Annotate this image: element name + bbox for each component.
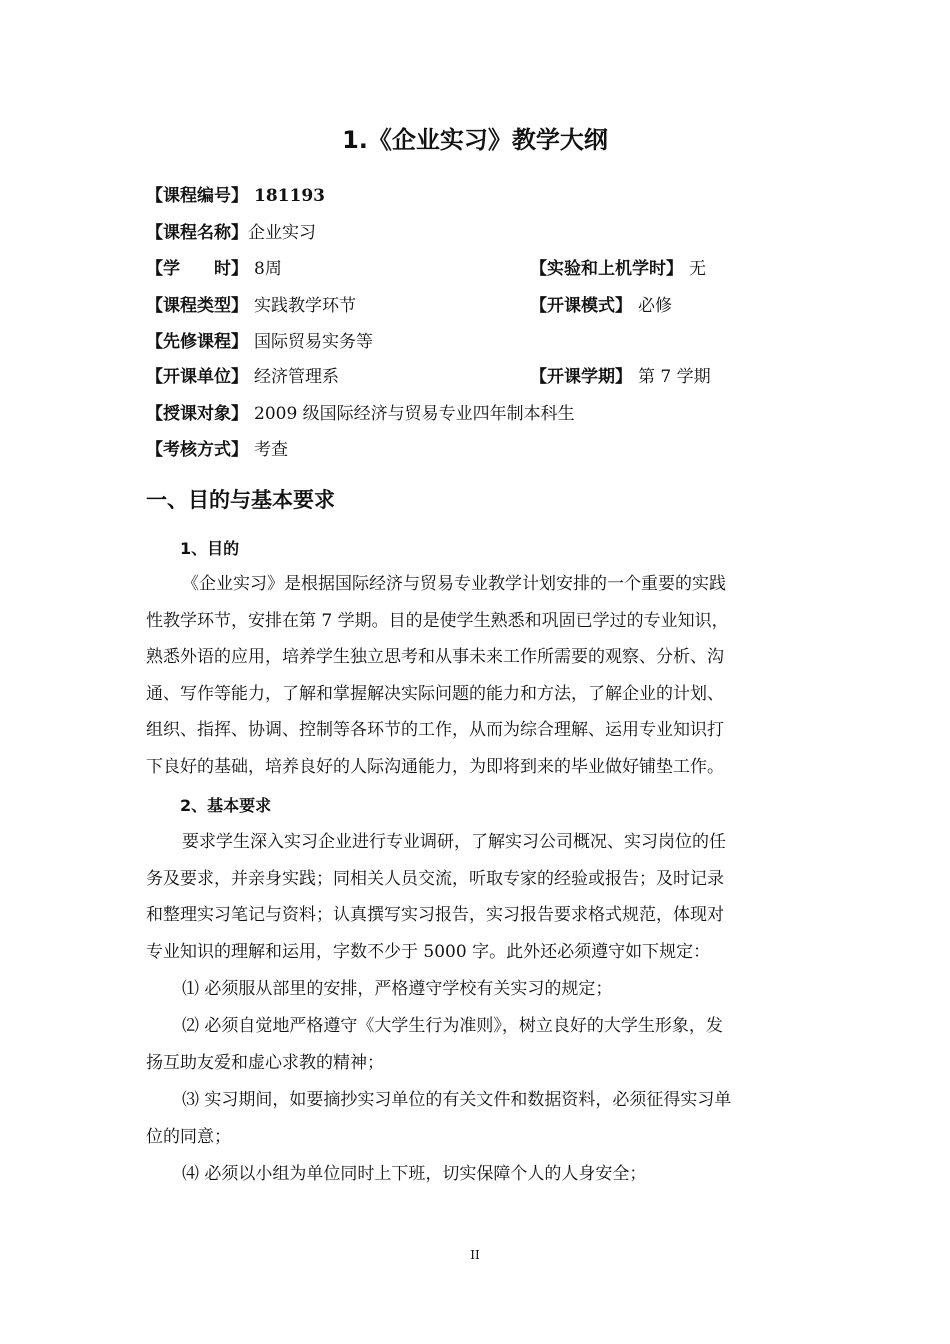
requirements-heading: 2、基本要求 <box>180 796 272 815</box>
paragraph-line: 下良好的基础，培养良好的人际沟通能力，为即将到来的毕业做好铺垫工作。 <box>146 756 724 777</box>
course-code-value: 181193 <box>254 186 325 206</box>
audience-row <box>146 396 575 432</box>
paragraph-line: 和整理实习笔记与资料；认真撰写实习报告，实习报告要求格式规范，体现对 <box>146 905 724 926</box>
rule-line: 扬互助友爱和虚心求教的精神； <box>146 1052 384 1073</box>
lab-hours-label: 【实验和上机学时】 <box>530 259 683 279</box>
lab-hours-row <box>530 251 706 287</box>
rule-line: ⑶ 实习期间，如要摘抄实习单位的有关文件和数据资料，必须征得实习单 <box>182 1090 732 1110</box>
assessment-label: 【考核方式】 <box>146 440 248 460</box>
unit-label: 【开课单位】 <box>146 367 248 387</box>
rule-4 <box>146 1156 808 1193</box>
prereq-row <box>146 324 373 360</box>
document-title: 1.《企业实习》教学大纲 <box>342 126 608 154</box>
rule-3 <box>146 1082 808 1155</box>
assessment-value: 考查 <box>254 440 288 460</box>
lab-hours-value: 无 <box>689 259 706 279</box>
course-name-value: 企业实习 <box>248 223 316 243</box>
course-code-label: 【课程编号】 <box>146 186 248 206</box>
paragraph-line: 专业知识的理解和运用，字数不少于 5000 字。此外还必须遵守如下规定： <box>146 941 711 962</box>
semester-label: 【开课学期】 <box>530 367 632 387</box>
rule-line: ⑵ 必须自觉地严格遵守《大学生行为准则》，树立良好的大学生形象，发 <box>182 1016 723 1036</box>
course-code-row <box>146 178 325 214</box>
requirements-paragraph <box>146 824 808 970</box>
paragraph-line: 《企业实习》是根据国际经济与贸易专业教学计划安排的一个重要的实践 <box>182 574 726 594</box>
prereq-value: 国际贸易实务等 <box>254 332 373 352</box>
purpose-paragraph <box>146 566 808 786</box>
paragraph-line: 性教学环节，安排在第 7 学期。目的是使学生熟悉和巩固已学过的专业知识， <box>146 610 729 631</box>
paragraph-line: 要求学生深入实习企业进行专业调研，了解实习公司概况、实习岗位的任 <box>182 832 726 852</box>
assessment-row <box>146 432 288 468</box>
course-type-row <box>146 288 356 324</box>
rule-line: 位的同意； <box>146 1126 231 1147</box>
page-number: II <box>470 1248 480 1262</box>
paragraph-line: 务及要求，并亲身实践；同相关人员交流，听取专家的经验或报告；及时记录 <box>146 868 724 889</box>
hours-label: 【学 时】 <box>146 259 248 279</box>
rule-1 <box>146 971 808 1008</box>
mode-label: 【开课模式】 <box>530 296 632 316</box>
hours-value: 8周 <box>254 259 282 279</box>
semester-row <box>530 359 711 395</box>
rule-2 <box>146 1008 808 1081</box>
mode-row <box>530 288 672 324</box>
prereq-label: 【先修课程】 <box>146 332 248 352</box>
semester-value: 第 7 学期 <box>638 367 711 387</box>
course-type-label: 【课程类型】 <box>146 296 248 316</box>
paragraph-line: 通、写作等能力，了解和掌握解决实际问题的能力和方法，了解企业的计划、 <box>146 683 724 704</box>
paragraph-line: 熟悉外语的应用，培养学生独立思考和从事未来工作所需要的观察、分析、沟 <box>146 647 724 668</box>
unit-row <box>146 359 339 395</box>
purpose-heading: 1、目的 <box>180 539 240 558</box>
rule-line: ⑷ 必须以小组为单位同时上下班，切实保障个人的人身安全； <box>182 1164 647 1184</box>
section-heading: 一、目的与基本要求 <box>146 488 335 512</box>
hours-row <box>146 251 282 287</box>
paragraph-line: 组织、指挥、协调、控制等各环节的工作，从而为综合理解、运用专业知识打 <box>146 720 724 741</box>
mode-value: 必修 <box>638 296 672 316</box>
audience-label: 【授课对象】 <box>146 404 248 424</box>
course-name-row <box>146 215 316 251</box>
course-type-value: 实践教学环节 <box>254 296 356 316</box>
course-name-label: 【课程名称】 <box>146 223 248 243</box>
audience-value: 2009 级国际经济与贸易专业四年制本科生 <box>254 404 575 424</box>
rule-line: ⑴ 必须服从部里的安排，严格遵守学校有关实习的规定； <box>182 979 613 999</box>
unit-value: 经济管理系 <box>254 367 339 387</box>
